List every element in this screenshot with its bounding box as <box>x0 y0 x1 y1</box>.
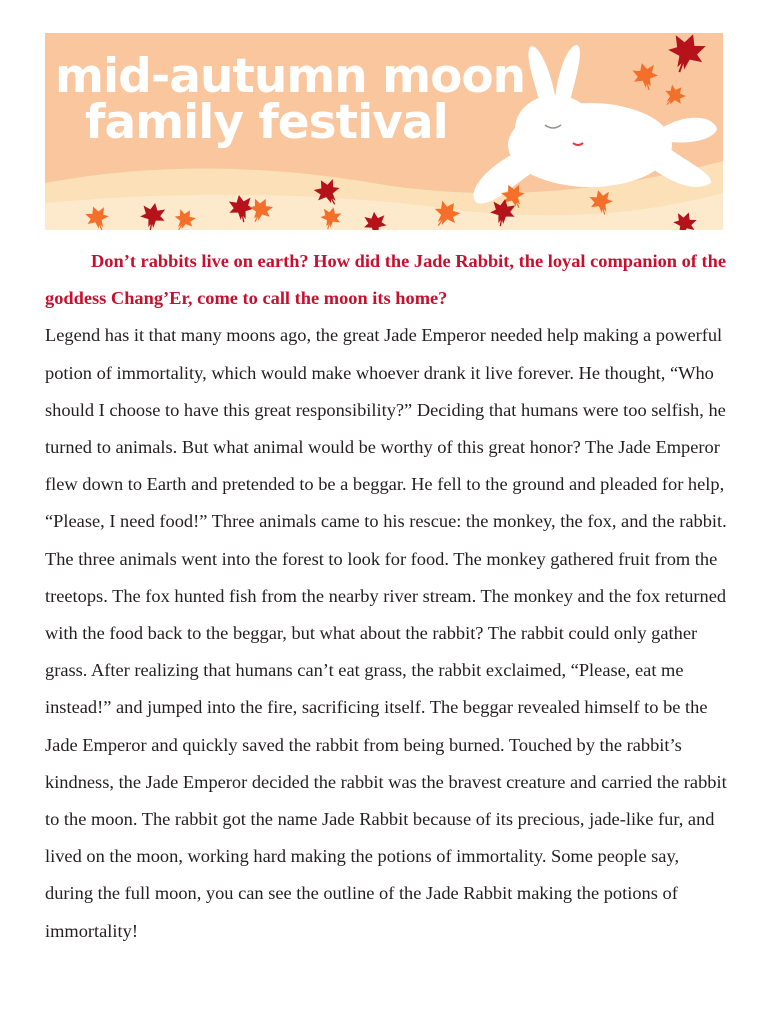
banner-title-line2: family festival <box>85 95 448 150</box>
festival-banner <box>45 33 723 230</box>
article-lead: Don’t rabbits live on earth? How did the Jade Rabbit, the loyal companion of the goddess Chang’Er, come to call the moon its home? <box>45 251 727 309</box>
banner-title-line1: mid-autumn moon <box>55 49 526 104</box>
article-body: Legend has it that many moons ago, the great Jade Emperor needed help making a powerful potion of immortality, which would make whoever drank it live forever. He thought, “Who should I choose to have this great responsibility?” Deciding that humans were too selfish, he turned to animals. But what animal would be worthy of this great honor? The Jade Emperor flew down to Earth and pretended to be a beggar. He fell to the ground and pleaded for help, “Please, I need food!” Three animals came to his rescue: the monkey, the fox, and the rabbit. The three animals went into the forest to look for food. The monkey gathered fruit from the treetops. The fox hunted fish from the nearby river stream. The monkey and the fox returned with the food back to the beggar, but what about the rabbit? The rabbit could only gather grass. After realizing that humans can’t eat grass, the rabbit exclaimed, “Please, eat me instead!” and jumped into the fire, sacrificing itself. The beggar revealed himself to be the Jade Emperor and quickly saved the rabbit from being burned. Touched by the rabbit’s kindness, the Jade Emperor decided the rabbit was the bravest creature and carried the rabbit to the moon. The rabbit got the name Jade Rabbit because of its precious, jade-like fur, and lived on the moon, working hard making the potions of immortality. Some people say, during the full moon, you can see the outline of the Jade Rabbit making the potions of immortality! <box>45 325 727 941</box>
article <box>45 243 730 950</box>
